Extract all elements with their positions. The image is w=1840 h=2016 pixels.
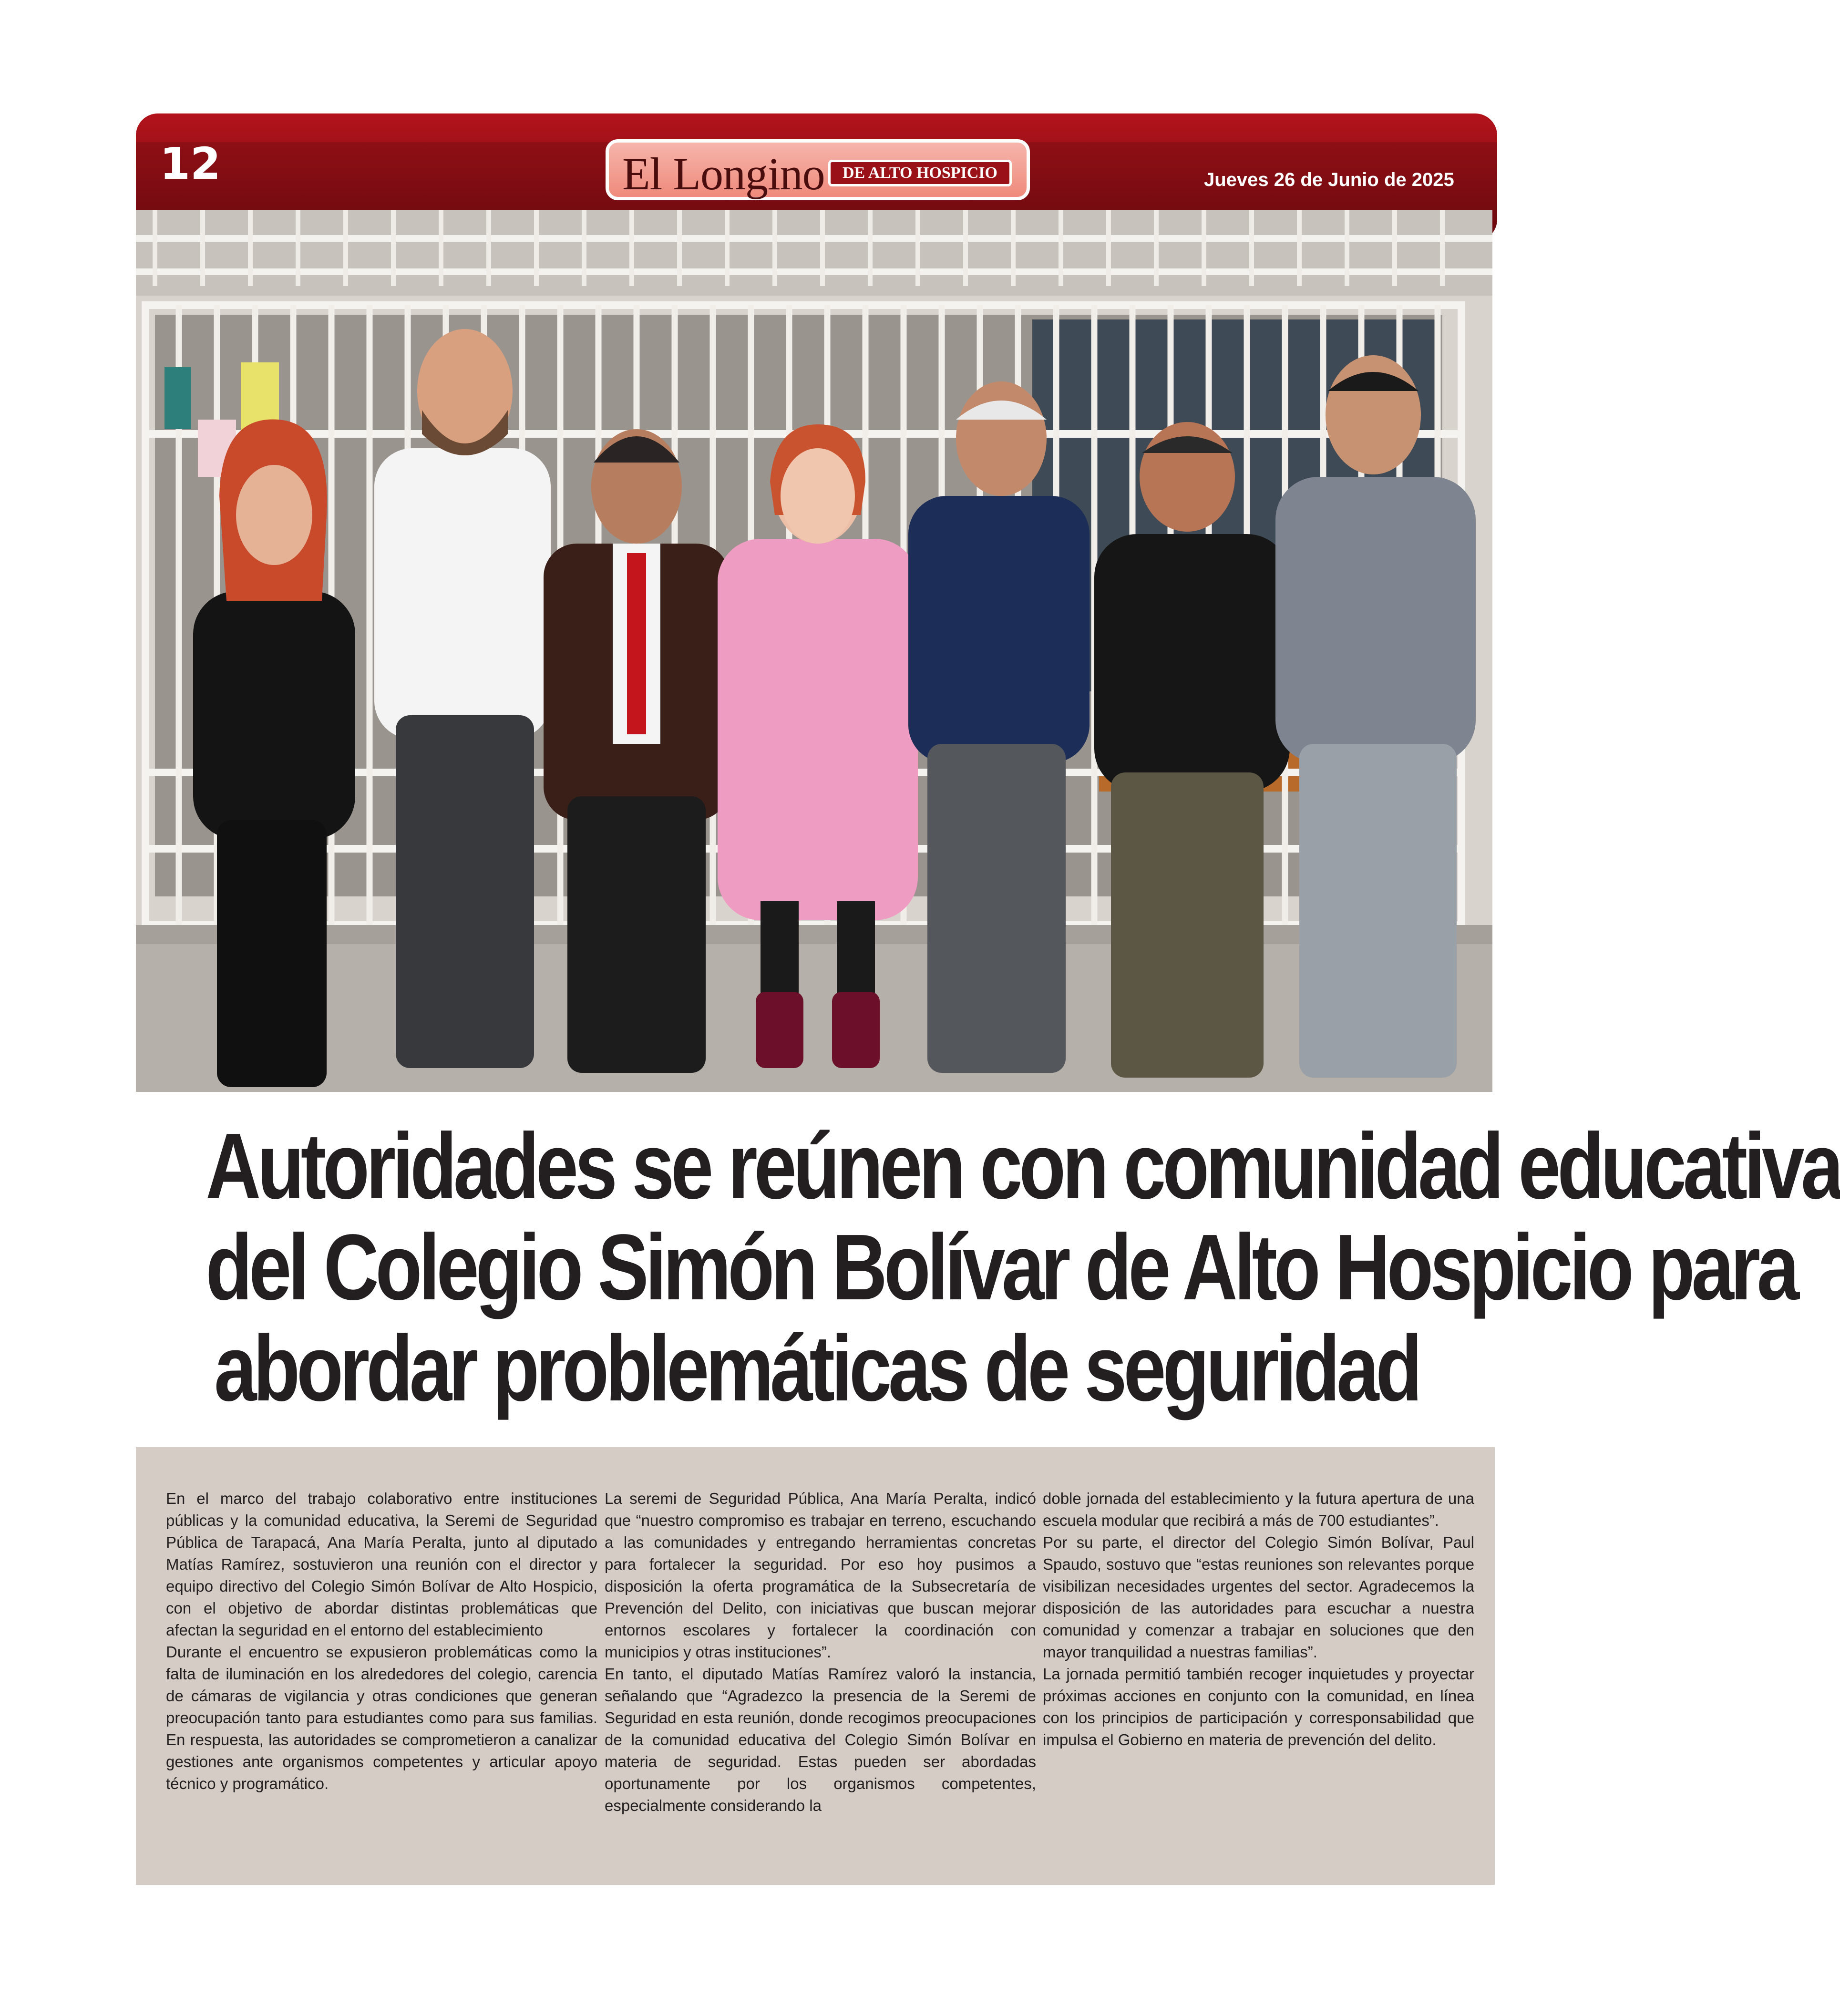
article-column-2 <box>605 1488 1036 1817</box>
masthead-name: El Longino <box>622 148 825 199</box>
paragraph: La seremi de Seguridad Pública, Ana María Peralta, indicó que “nuestro compromiso es trabajar en terreno, escuchando a las comunidades y entregando herramientas concretas para fortalecer la seguridad. Por eso hoy pusimos a disposición la oferta programática de la Subsecretaría de Prevención del Delito, con iniciativas que buscan mejorar entornos escolares y fortalecer la coordinación con municipios y otras instituciones”. <box>605 1490 1036 1661</box>
paragraph: La jornada permitió también recoger inquietudes y proyectar próximas acciones en conjunto con la comunidad, en línea con los principios de participación y corresponsabilidad que impulsa el Gobierno en materia de prevención del delito. <box>1043 1665 1474 1749</box>
paragraph: doble jornada del establecimiento y la futura apertura de una escuela modular que recibirá a más de 700 estudiantes”. <box>1043 1490 1474 1529</box>
headline-line-3: abordar problemáticas de seguridad <box>214 1316 1419 1420</box>
group-photo <box>136 210 1492 1092</box>
headline-line-1: Autoridades se reúnen con comunidad educativa <box>206 1114 1840 1218</box>
paragraph: En tanto, el diputado Matías Ramírez valoró la instancia, señalando que “Agradezco la presencia de la Seremi de Seguridad en esta reunión, donde recogimos preocupaciones de la comunidad educativa del Colegio Simón Bolívar en materia de seguridad. Estas pueden ser abordadas oportunamente por los organismos competentes, especialmente considerando la <box>605 1665 1036 1814</box>
paragraph: Por su parte, el director del Colegio Simón Bolívar, Paul Spaudo, sostuvo que “estas reuniones son relevantes porque visibilizan necesidades urgentes del sector. Agradecemos la disposición de las autoridades para escuchar a nuestra comunidad y comenzar a trabajar en soluciones que den mayor tranquilidad a nuestras familias”. <box>1043 1533 1474 1661</box>
page-number: 12 <box>160 138 221 189</box>
paragraph: En el marco del trabajo colaborativo entre instituciones públicas y la comunidad educativa, la Seremi de Seguridad Pública de Tarapacá, Ana María Peralta, junto al diputado Matías Ramírez, sostuvieron una reunión con el director y equipo directivo del Colegio Simón Bolívar de Alto Hospicio, con el objetivo de abordar distintas problemáticas que afectan la seguridad en el entorno del establecimiento <box>166 1490 597 1639</box>
issue-date: Jueves 26 de Junio de 2025 <box>1204 169 1454 190</box>
masthead-logo <box>606 139 1030 200</box>
group-photo-illustration <box>136 210 1492 1092</box>
masthead-tag: DE ALTO HOSPICIO <box>828 160 1012 186</box>
paragraph: Durante el encuentro se expusieron problemáticas como la falta de iluminación en los alrededores del colegio, carencia de cámaras de vigilancia y otras condiciones que generan preocupación tanto para estudiantes como para sus familias. En respuesta, las autoridades se comprometieron a canalizar gestiones ante organismos competentes y articular apoyo técnico y programático. <box>166 1643 597 1792</box>
article-column-1 <box>166 1488 597 1795</box>
headline-line-2: del Colegio Simón Bolívar de Alto Hospicio para <box>206 1215 1796 1319</box>
article-column-3 <box>1043 1488 1474 1751</box>
article-headline <box>206 1114 1840 1420</box>
